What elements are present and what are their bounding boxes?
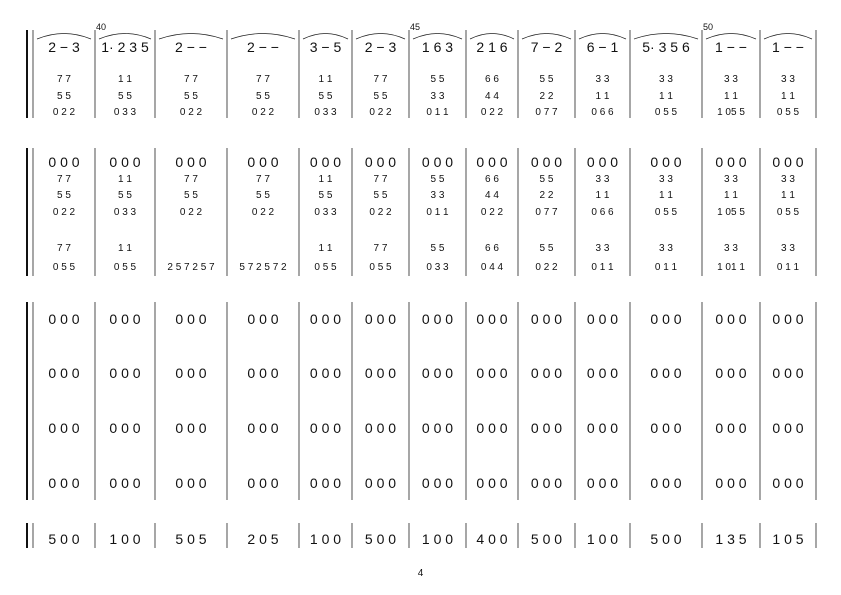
chord-notes: 0 3 3 — [113, 207, 137, 218]
chord-notes: 7 7 — [373, 243, 388, 254]
chord-notes: 0 5 5 — [654, 207, 678, 218]
chord-notes: 5 5 — [318, 91, 333, 102]
measure-notes: 0 0 0 — [109, 154, 141, 170]
chord-notes: 5 5 — [256, 190, 270, 201]
chord-notes: 0 7 7 — [535, 107, 558, 118]
measure-notes: 0 0 0 — [650, 154, 682, 170]
measure-notes: 0 0 0 — [247, 420, 279, 436]
chord-notes: 0 2 2 — [369, 207, 392, 218]
chord-notes: 2 2 — [539, 91, 554, 102]
chord-notes: 0 2 2 — [480, 107, 504, 118]
chord-notes: 5 5 — [256, 91, 270, 102]
chord-notes: 1 1 — [318, 174, 333, 185]
chord-notes: 0 1 1 — [426, 207, 449, 218]
measure-notes: 0 0 0 — [421, 365, 454, 381]
chord-notes: 1 1 — [595, 91, 610, 102]
chord-notes: 0 5 5 — [776, 207, 800, 218]
chord-notes: 3 3 — [659, 174, 673, 185]
chord-notes: 0 2 2 — [179, 207, 203, 218]
chord-notes: 5 5 — [57, 91, 71, 102]
measure-notes: 0 0 0 — [309, 420, 342, 436]
measure-notes: 0 0 0 — [586, 154, 619, 170]
measure-notes: 0 0 0 — [175, 475, 207, 491]
measure-notes: 4 0 0 — [476, 531, 508, 547]
measure-notes: 0 0 0 — [772, 311, 804, 327]
measure-notes: 0 0 0 — [364, 475, 397, 491]
measure-notes: 1 0 0 — [309, 531, 342, 547]
measure-notes: 1 0 5 — [772, 531, 804, 547]
chord-notes: 0 4 4 — [480, 262, 504, 273]
measure-notes: 0 0 0 — [650, 475, 682, 491]
chord-notes: 0 5 5 — [314, 262, 337, 273]
chord-notes: 5 5 — [57, 190, 71, 201]
chord-notes: 7 7 — [184, 174, 198, 185]
chord-notes: 1 1 — [659, 91, 673, 102]
measure-notes: 0 0 0 — [530, 420, 563, 436]
chord-notes: 5 5 — [430, 74, 445, 85]
chord-notes: 7 7 — [57, 243, 71, 254]
chord-notes: 0 5 5 — [776, 107, 800, 118]
measure-notes: 0 0 0 — [109, 420, 141, 436]
measure-notes: 0 0 0 — [48, 420, 80, 436]
measure-notes: 0 0 0 — [650, 420, 682, 436]
measure-notes: 2 − 3 — [364, 39, 397, 55]
measure-notes: 0 0 0 — [247, 311, 279, 327]
measure-notes: 5 0 0 — [48, 531, 80, 547]
measure-notes: 0 0 0 — [530, 154, 563, 170]
measure-notes: 1· 2 3 5 — [101, 39, 149, 55]
measure-notes: 0 0 0 — [247, 475, 279, 491]
chord-notes: 5 5 — [118, 190, 132, 201]
measure-notes: 0 0 0 — [364, 154, 397, 170]
measure-notes: 1 − − — [715, 39, 747, 55]
measure-notes: 0 0 0 — [530, 365, 563, 381]
measure-notes: 0 0 0 — [421, 475, 454, 491]
chord-notes: 1 1 — [724, 190, 738, 201]
chord-notes: 3 3 — [659, 74, 673, 85]
chord-notes: 1 05 5 — [717, 107, 745, 118]
measure-notes: 5 0 5 — [175, 531, 207, 547]
measure-notes: 0 0 0 — [364, 420, 397, 436]
measure-notes: 0 0 0 — [175, 365, 207, 381]
chord-notes: 1 01 1 — [717, 262, 745, 273]
measure-notes: 0 0 0 — [715, 475, 747, 491]
chord-notes: 1 1 — [659, 190, 673, 201]
chord-notes: 7 7 — [373, 174, 388, 185]
chord-notes: 7 7 — [57, 174, 71, 185]
measure-notes: 0 0 0 — [109, 311, 141, 327]
chord-notes: 1 05 5 — [717, 207, 745, 218]
chord-notes: 2 2 — [539, 190, 554, 201]
chord-notes: 6 6 — [485, 174, 499, 185]
measure-notes: 0 0 0 — [530, 475, 563, 491]
chord-notes: 3 3 — [595, 243, 610, 254]
measure-notes: 0 0 0 — [772, 365, 804, 381]
system-2 — [27, 148, 816, 276]
chord-notes: 1 1 — [781, 190, 795, 201]
chord-notes: 1 1 — [781, 91, 795, 102]
measure-notes: 0 0 0 — [364, 311, 397, 327]
measure-notes: 1 0 0 — [421, 531, 454, 547]
chord-notes: 0 2 2 — [52, 107, 76, 118]
chord-notes: 0 3 3 — [113, 107, 137, 118]
measure-notes: 0 0 0 — [772, 420, 804, 436]
chord-notes: 0 2 2 — [369, 107, 392, 118]
measure-notes: 0 0 0 — [476, 475, 508, 491]
chord-notes: 0 3 3 — [314, 107, 337, 118]
chord-notes: 3 3 — [595, 74, 610, 85]
chord-notes: 3 3 — [659, 243, 673, 254]
measure-notes: 5· 3 5 6 — [642, 39, 690, 55]
chord-notes: 0 2 2 — [251, 207, 275, 218]
measure-notes: 2 − 3 — [48, 39, 80, 55]
measure-notes: 5 0 0 — [530, 531, 563, 547]
chord-notes: 5 5 — [539, 174, 554, 185]
measure-notes: 0 0 0 — [247, 154, 279, 170]
chord-notes: 0 5 5 — [52, 262, 76, 273]
chord-notes: 3 3 — [595, 174, 610, 185]
measure-number: 40 — [95, 22, 107, 32]
chord-notes: 0 6 6 — [591, 107, 614, 118]
measure-notes: 0 0 0 — [530, 311, 563, 327]
measure-notes: 0 0 0 — [309, 311, 342, 327]
chord-notes: 4 4 — [485, 190, 499, 201]
chord-notes: 0 7 7 — [535, 207, 558, 218]
measure-notes: 0 0 0 — [421, 311, 454, 327]
chord-notes: 5 5 — [118, 91, 132, 102]
chord-notes: 5 7 2 5 7 2 — [239, 262, 287, 273]
chord-notes: 1 1 — [724, 91, 738, 102]
measure-notes: 0 0 0 — [421, 420, 454, 436]
chord-notes: 0 1 1 — [426, 107, 449, 118]
chord-notes: 5 5 — [539, 74, 554, 85]
measure-notes: 0 0 0 — [309, 365, 342, 381]
chord-notes: 7 7 — [373, 74, 388, 85]
measure-notes: 0 0 0 — [48, 475, 80, 491]
measure-notes: 0 0 0 — [772, 475, 804, 491]
chord-notes: 7 7 — [184, 74, 198, 85]
measure-number: 50 — [702, 22, 714, 32]
measure-notes: 0 0 0 — [48, 365, 80, 381]
measure-notes: 0 0 0 — [175, 311, 207, 327]
chord-notes: 3 3 — [430, 91, 445, 102]
measure-notes: 0 0 0 — [715, 365, 747, 381]
measure-notes: 5 0 0 — [364, 531, 397, 547]
measure-notes: 0 0 0 — [772, 154, 804, 170]
chord-notes: 1 1 — [318, 74, 333, 85]
measure-notes: 1 0 0 — [586, 531, 619, 547]
chord-notes: 0 5 5 — [369, 262, 392, 273]
chord-notes: 7 7 — [57, 74, 71, 85]
measure-notes: 0 0 0 — [109, 365, 141, 381]
measure-notes: 0 0 0 — [48, 154, 80, 170]
measure-notes: 0 0 0 — [586, 475, 619, 491]
measure-notes: 0 0 0 — [650, 311, 682, 327]
measure-notes: 0 0 0 — [586, 365, 619, 381]
measure-notes: 3 − 5 — [309, 39, 342, 55]
chord-notes: 1 1 — [318, 243, 333, 254]
chord-notes: 3 3 — [781, 174, 795, 185]
chord-notes: 1 1 — [595, 190, 610, 201]
chord-notes: 0 1 1 — [591, 262, 614, 273]
chord-notes: 0 2 2 — [251, 107, 275, 118]
chord-notes: 0 1 1 — [776, 262, 800, 273]
chord-notes: 0 2 2 — [179, 107, 203, 118]
chord-notes: 0 3 3 — [314, 207, 337, 218]
chord-notes: 0 5 5 — [113, 262, 137, 273]
chord-notes: 5 5 — [184, 190, 198, 201]
chord-notes: 6 6 — [485, 243, 499, 254]
chord-notes: 2 5 7 2 5 7 — [167, 262, 215, 273]
measure-notes: 1 0 0 — [109, 531, 141, 547]
chord-notes: 5 5 — [430, 174, 445, 185]
system-3 — [27, 302, 816, 500]
chord-notes: 0 6 6 — [591, 207, 614, 218]
measure-notes: 0 0 0 — [715, 420, 747, 436]
measure-notes: 0 0 0 — [309, 154, 342, 170]
system-1 — [27, 30, 816, 118]
chord-notes: 5 5 — [430, 243, 445, 254]
chord-notes: 3 3 — [724, 243, 738, 254]
chord-notes: 5 5 — [539, 243, 554, 254]
measure-notes: 0 0 0 — [715, 154, 747, 170]
measure-notes: 7 − 2 — [530, 39, 563, 55]
chord-notes: 7 7 — [256, 74, 270, 85]
measure-notes: 0 0 0 — [175, 154, 207, 170]
measure-notes: 0 0 0 — [715, 311, 747, 327]
measure-notes: 0 0 0 — [421, 154, 454, 170]
chord-notes: 1 1 — [118, 74, 132, 85]
measure-notes: 0 0 0 — [309, 475, 342, 491]
measure-notes: 0 0 0 — [476, 365, 508, 381]
chord-notes: 3 3 — [724, 174, 738, 185]
chord-notes: 5 5 — [184, 91, 198, 102]
chord-notes: 5 5 — [318, 190, 333, 201]
chord-notes: 7 7 — [256, 174, 270, 185]
measure-notes: 1 − − — [772, 39, 804, 55]
measure-notes: 5 0 0 — [650, 531, 682, 547]
score-content — [27, 22, 816, 548]
system-4 — [27, 523, 816, 548]
chord-notes: 0 3 3 — [426, 262, 449, 273]
chord-notes: 5 5 — [373, 190, 388, 201]
page-number: 4 — [417, 568, 424, 579]
measure-notes: 0 0 0 — [48, 311, 80, 327]
chord-notes: 3 3 — [724, 74, 738, 85]
measure-notes: 0 0 0 — [586, 420, 619, 436]
measure-notes: 1 3 5 — [715, 531, 747, 547]
chord-notes: 3 3 — [781, 74, 795, 85]
measure-notes: 2 0 5 — [247, 531, 279, 547]
measure-notes: 0 0 0 — [247, 365, 279, 381]
measure-number: 45 — [409, 22, 421, 32]
measure-notes: 0 0 0 — [476, 420, 508, 436]
chord-notes: 0 2 2 — [535, 262, 558, 273]
chord-notes: 0 2 2 — [480, 207, 504, 218]
measure-notes: 2 1 6 — [476, 39, 508, 55]
chord-notes: 5 5 — [373, 91, 388, 102]
measure-notes: 0 0 0 — [650, 365, 682, 381]
chord-notes: 4 4 — [485, 91, 499, 102]
chord-notes: 6 6 — [485, 74, 499, 85]
chord-notes: 3 3 — [781, 243, 795, 254]
chord-notes: 1 1 — [118, 243, 132, 254]
measure-notes: 2 − − — [247, 39, 279, 55]
measure-notes: 0 0 0 — [109, 475, 141, 491]
measure-notes: 0 0 0 — [586, 311, 619, 327]
measure-notes: 2 − − — [175, 39, 207, 55]
chord-notes: 1 1 — [118, 174, 132, 185]
chord-notes: 3 3 — [430, 190, 445, 201]
measure-notes: 0 0 0 — [175, 420, 207, 436]
measure-notes: 0 0 0 — [364, 365, 397, 381]
measure-notes: 6 − 1 — [586, 39, 619, 55]
chord-notes: 0 2 2 — [52, 207, 76, 218]
measure-notes: 0 0 0 — [476, 311, 508, 327]
chord-notes: 0 1 1 — [654, 262, 678, 273]
chord-notes: 0 5 5 — [654, 107, 678, 118]
measure-notes: 1 6 3 — [421, 39, 454, 55]
measure-notes: 0 0 0 — [476, 154, 508, 170]
